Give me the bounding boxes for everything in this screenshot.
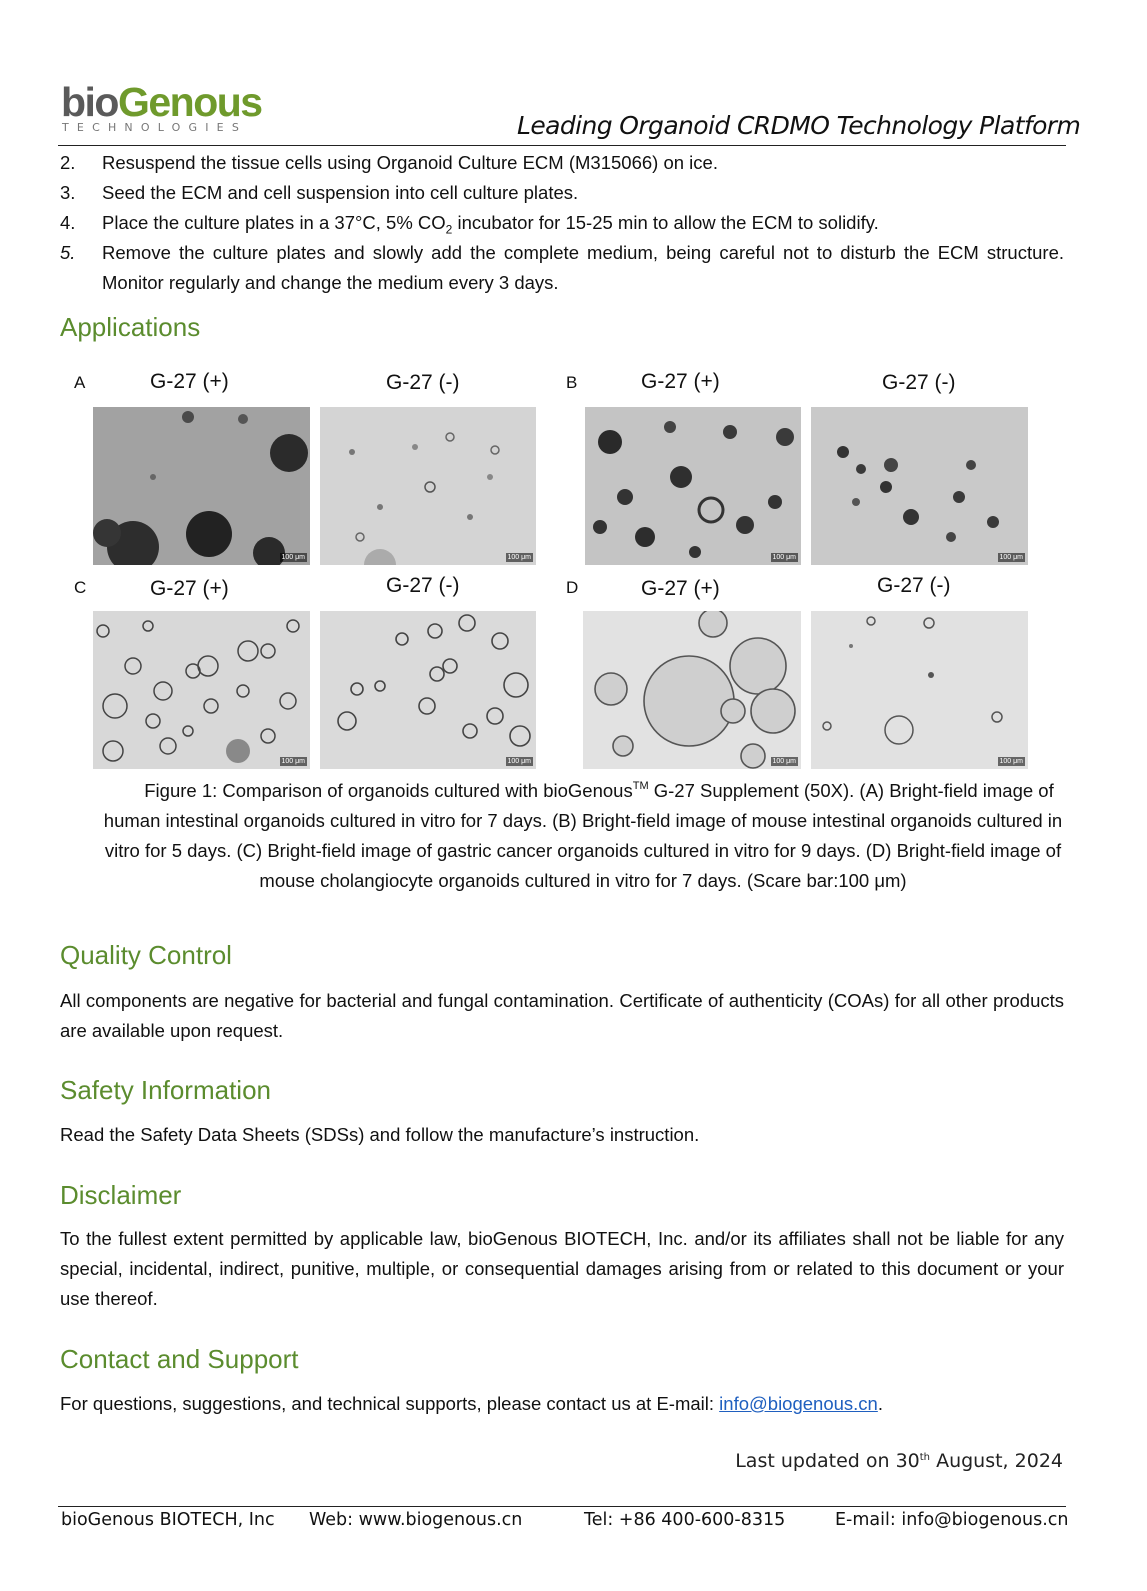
micrograph-b-minus	[811, 407, 1028, 565]
logo-subtitle: TECHNOLOGIES	[62, 121, 248, 134]
scale-bar: 100 μm	[281, 758, 305, 765]
step-item	[60, 238, 1064, 298]
footer-tel: Tel: +86 400-600-8315	[584, 1510, 786, 1530]
header-divider	[58, 145, 1066, 146]
micrograph-d-minus	[811, 611, 1028, 769]
panel-letter-d: D	[566, 578, 579, 597]
panel-d-minus-label: G-27 (-)	[877, 574, 951, 597]
micrograph-d-plus	[583, 611, 801, 769]
footer-email: E-mail: info@biogenous.cn	[835, 1510, 1069, 1530]
step-number: 2.	[60, 152, 76, 173]
panel-a-plus-label: G-27 (+)	[150, 370, 229, 393]
logo-bio-text: bio	[61, 79, 118, 125]
scale-bar: 100 μm	[772, 554, 796, 561]
micrograph-a-minus	[320, 407, 536, 565]
scale-bar: 100 μm	[281, 554, 305, 561]
panel-letter-b: B	[566, 373, 578, 392]
safety-text: Read the Safety Data Sheets (SDSs) and follow the manufacture’s instruction.	[60, 1124, 700, 1145]
scale-bar: 100 μm	[507, 554, 531, 561]
panel-d-plus-label: G-27 (+)	[641, 577, 720, 600]
trademark-sup: TM	[632, 780, 649, 792]
company-logo	[61, 80, 262, 124]
panel-b-minus-label: G-27 (-)	[882, 371, 956, 394]
disclaimer-text: To the fullest extent permitted by applicable law, bioGenous BIOTECH, Inc. and/or its affiliates shall not be liable for any special, incidental, indirect, punitive, multiple, or consequential damages arising from or related to this document or your use thereof.	[60, 1228, 1064, 1309]
step-item	[60, 148, 1064, 178]
header-tagline: Leading Organoid CRDMO Technology Platform	[517, 111, 1081, 140]
micrograph-c-plus	[93, 611, 310, 769]
quality-control-text: All components are negative for bacterial and fungal contamination. Certificate of authenticity (COAs) for all other products are available upon request.	[60, 990, 1064, 1041]
micrograph-c-minus	[320, 611, 536, 769]
logo-genous-text: Genous	[117, 79, 262, 125]
applications-heading: Applications	[60, 312, 201, 342]
step-item	[60, 178, 1064, 208]
last-updated: Last updated on 30th August, 2024	[735, 1450, 1063, 1472]
subscript-2: 2	[445, 222, 453, 237]
safety-heading: Safety Information	[60, 1075, 271, 1105]
contact-heading: Contact and Support	[60, 1344, 299, 1374]
step-text: Remove the culture plates and slowly add the complete medium, being careful not to disturb the ECM structure. Monitor regularly and change the medium every 3 days.	[102, 242, 1064, 293]
contact-email-link[interactable]: info@biogenous.cn	[719, 1393, 878, 1414]
footer-divider	[58, 1506, 1066, 1507]
panel-b-plus-label: G-27 (+)	[641, 370, 720, 393]
step-text: Seed the ECM and cell suspension into cell culture plates.	[102, 182, 579, 203]
step-number: 5.	[60, 242, 76, 263]
panel-letter-a: A	[74, 373, 86, 392]
quality-control-heading: Quality Control	[60, 940, 232, 970]
panel-c-plus-label: G-27 (+)	[150, 577, 229, 600]
step-text: Place the culture plates in a 37°C, 5% $CO_2$ incubator for 15-25 min to allow the ECM to solidify.	[102, 212, 879, 237]
disclaimer-heading: Disclaimer	[60, 1180, 182, 1210]
micrograph-b-plus	[585, 407, 801, 565]
step-number: 4.	[60, 212, 76, 233]
panel-c-minus-label: G-27 (-)	[386, 574, 460, 597]
scale-bar: 100 μm	[999, 554, 1023, 561]
footer-web: Web: www.biogenous.cn	[309, 1510, 523, 1530]
step-number: 3.	[60, 182, 76, 203]
panel-letter-c: C	[74, 578, 87, 597]
step-text: Resuspend the tissue cells using Organoid Culture ECM (M315066) on ice.	[102, 152, 718, 173]
figure-caption: Figure 1: Comparison of organoids cultured with bioGenous™ G-27 Supplement (50X). (A) Bright-field image of human intestinal organoids cultured in vitro for 7 days. (B) Bright-field image of mouse intestinal organoids cultured in vitro for 5 days. (C) Bright-field image of gastric cancer organoids cultured in vitro for 9 days. (D) Bright-field image of mouse cholangiocyte organoids cultured in vitro for 7 days. (Scare bar:100 μm)	[103, 780, 1063, 891]
panel-a-minus-label: G-27 (-)	[386, 371, 460, 394]
scale-bar: 100 μm	[507, 758, 531, 765]
micrograph-a-plus	[93, 407, 310, 565]
scale-bar: 100 μm	[772, 758, 796, 765]
footer-company: bioGenous BIOTECH, Inc	[61, 1510, 275, 1530]
contact-text: For questions, suggestions, and technical supports, please contact us at E-mail: info@biogenous.cn.	[60, 1393, 883, 1414]
scale-bar: 100 μm	[999, 758, 1023, 765]
